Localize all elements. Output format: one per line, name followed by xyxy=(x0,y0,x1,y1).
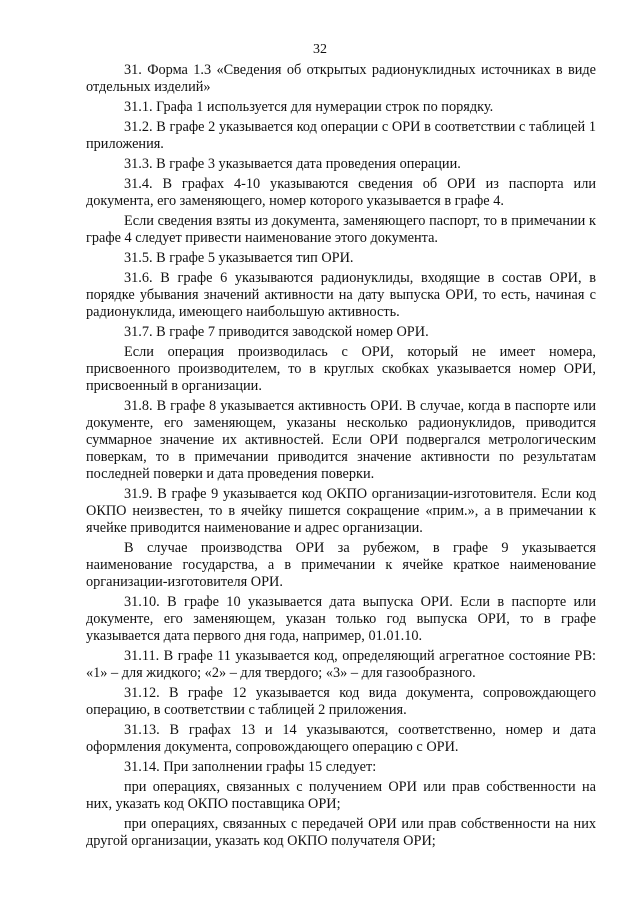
paragraph-31-7-note: Если операция производилась с ОРИ, который не имеет номера, присвоенного производителем, то в круглых скобках указывается номер ОРИ, присвоенный в организации. xyxy=(86,343,596,394)
paragraph-31-14-item-1: при операциях, связанных с получением ОРИ или прав собственности на них, указать код ОКПО поставщика ОРИ; xyxy=(86,779,596,813)
document-body xyxy=(86,62,596,853)
paragraph-31-heading: 31. Форма 1.3 «Сведения об открытых радионуклидных источниках в виде отдельных изделий» xyxy=(86,62,596,96)
paragraph-31-9: 31.9. В графе 9 указывается код ОКПО организации-изготовителя. Если код ОКПО неизвестен, то в ячейку пишется сокращение «прим.», а в примечании к ячейке приводится наименование и адрес организации. xyxy=(86,485,596,537)
paragraph-31-12: 31.12. В графе 12 указывается код вида документа, сопровождающего операцию, в соответствии с таблицей 2 приложения. xyxy=(86,685,596,719)
paragraph-31-6: 31.6. В графе 6 указываются радионуклиды, входящие в состав ОРИ, в порядке убывания значений активности на дату выпуска ОРИ, то есть, начиная с радионуклида, имеющего наибольшую активность. xyxy=(86,269,596,320)
paragraph-31-8: 31.8. В графе 8 указывается активность ОРИ. В случае, когда в паспорте или документе, его заменяющем, указаны несколько радионуклидов, приводится суммарное значение их активностей. Если ОРИ подвергался метрологическим поверкам, то в примечании приводится значение активности по результатам последней поверки и дата проведения поверки. xyxy=(86,397,596,483)
paragraph-31-3: 31.3. В графе 3 указывается дата проведения операции. xyxy=(124,155,461,172)
paragraph-31-14: 31.14. При заполнении графы 15 следует: xyxy=(124,759,377,776)
page-number: 32 xyxy=(313,42,327,57)
paragraph-31-10: 31.10. В графе 10 указывается дата выпуска ОРИ. Если в паспорте или документе, его заменяющем, указан только год выпуска ОРИ, то в графе указывается дата первого дня года, например, 01.01.10. xyxy=(86,594,596,645)
paragraph-31-9-note: В случае производства ОРИ за рубежом, в графе 9 указывается наименование государства, а в примечании к ячейке краткое наименование организации-изготовителя ОРИ. xyxy=(86,540,596,591)
paragraph-31-4-note: Если сведения взяты из документа, заменяющего паспорт, то в примечании к графе 4 следует привести наименование этого документа. xyxy=(86,212,596,246)
paragraph-31-11: 31.11. В графе 11 указывается код, определяющий агрегатное состояние РВ: «1» – для жидкого; «2» – для твердого; «3» – для газообразного. xyxy=(86,648,596,682)
paragraph-31-7: 31.7. В графе 7 приводится заводской номер ОРИ. xyxy=(124,323,429,340)
paragraph-31-14-item-2: при операциях, связанных с передачей ОРИ или прав собственности на них другой организации, указать код ОКПО получателя ОРИ; xyxy=(86,815,596,850)
paragraph-31-1: 31.1. Графа 1 используется для нумерации строк по порядку. xyxy=(124,98,494,115)
paragraph-31-13: 31.13. В графах 13 и 14 указываются, соответственно, номер и дата оформления документа, сопровождающего операцию с ОРИ. xyxy=(86,722,596,756)
paragraph-31-2: 31.2. В графе 2 указывается код операции с ОРИ в соответствии с таблицей 1 приложения. xyxy=(86,118,596,152)
paragraph-31-4: 31.4. В графах 4-10 указываются сведения об ОРИ из паспорта или документа, его заменяющего, номер которого указывается в графе 4. xyxy=(86,175,596,209)
paragraph-31-5: 31.5. В графе 5 указывается тип ОРИ. xyxy=(124,249,354,266)
